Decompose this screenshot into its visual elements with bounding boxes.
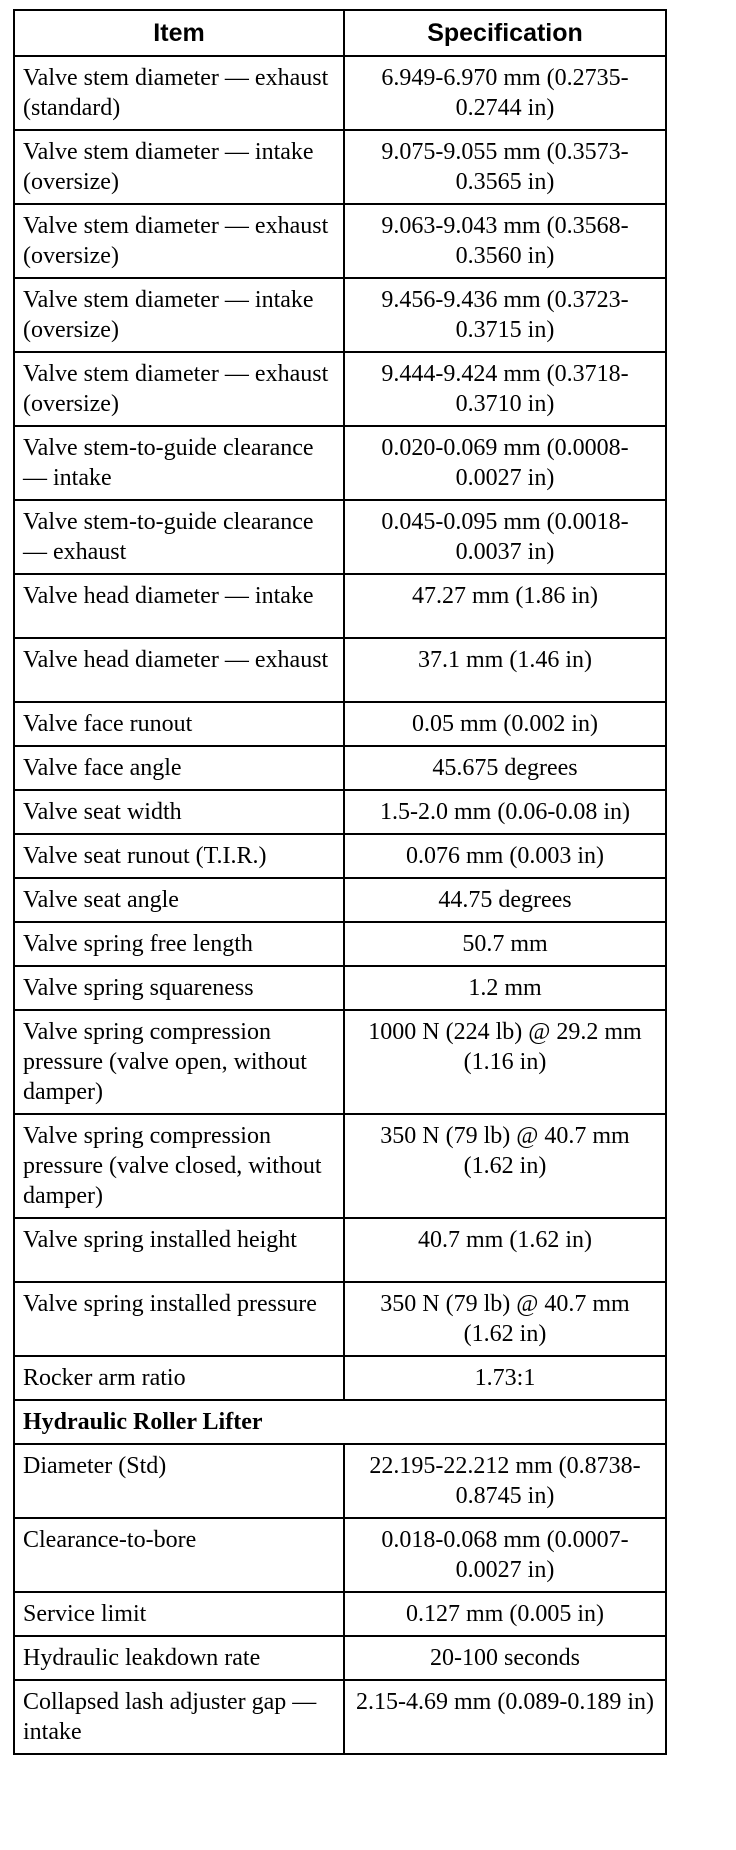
item-cell: Valve spring compression pressure (valve closed, without damper) (14, 1114, 344, 1218)
specification-cell: 0.018-0.068 mm (0.0007-0.0027 in) (344, 1518, 666, 1592)
item-cell: Valve spring installed height (14, 1218, 344, 1282)
item-cell: Valve seat width (14, 790, 344, 834)
section-title: Hydraulic Roller Lifter (14, 1400, 666, 1444)
item-cell: Service limit (14, 1592, 344, 1636)
specification-cell: 37.1 mm (1.46 in) (344, 638, 666, 702)
specification-cell: 2.15-4.69 mm (0.089-0.189 in) (344, 1680, 666, 1754)
item-cell: Valve stem-to-guide clearance — intake (14, 426, 344, 500)
table-row (14, 574, 666, 638)
table-row (14, 204, 666, 278)
item-cell: Valve seat runout (T.I.R.) (14, 834, 344, 878)
specification-cell: 20-100 seconds (344, 1636, 666, 1680)
item-cell: Collapsed lash adjuster gap — intake (14, 1680, 344, 1754)
table-row (14, 1010, 666, 1114)
table-row (14, 702, 666, 746)
item-cell: Valve spring free length (14, 922, 344, 966)
table-row (14, 1114, 666, 1218)
item-cell: Valve stem diameter — exhaust (standard) (14, 56, 344, 130)
item-cell: Valve stem diameter — exhaust (oversize) (14, 204, 344, 278)
item-cell: Valve spring compression pressure (valve open, without damper) (14, 1010, 344, 1114)
item-cell: Valve seat angle (14, 878, 344, 922)
table-row (14, 352, 666, 426)
section-header (14, 1400, 666, 1444)
table-row (14, 746, 666, 790)
specification-cell: 6.949-6.970 mm (0.2735-0.2744 in) (344, 56, 666, 130)
table-row (14, 1218, 666, 1282)
specification-cell: 0.05 mm (0.002 in) (344, 702, 666, 746)
item-cell: Valve spring squareness (14, 966, 344, 1010)
table-row (14, 834, 666, 878)
specification-cell: 44.75 degrees (344, 878, 666, 922)
specification-cell: 9.075-9.055 mm (0.3573-0.3565 in) (344, 130, 666, 204)
table-row (14, 1592, 666, 1636)
item-cell: Valve spring installed pressure (14, 1282, 344, 1356)
table-row (14, 790, 666, 834)
item-cell: Valve head diameter — exhaust (14, 638, 344, 702)
item-cell: Valve head diameter — intake (14, 574, 344, 638)
table-row (14, 130, 666, 204)
table-row (14, 56, 666, 130)
specification-cell: 45.675 degrees (344, 746, 666, 790)
item-cell: Valve face angle (14, 746, 344, 790)
specification-cell: 350 N (79 lb) @ 40.7 mm (1.62 in) (344, 1282, 666, 1356)
table-row (14, 966, 666, 1010)
specification-cell: 350 N (79 lb) @ 40.7 mm (1.62 in) (344, 1114, 666, 1218)
item-cell: Diameter (Std) (14, 1444, 344, 1518)
column-header-specification: Specification (344, 10, 666, 56)
item-cell: Valve face runout (14, 702, 344, 746)
table-row (14, 1282, 666, 1356)
table-row (14, 1444, 666, 1518)
specification-cell: 1.5-2.0 mm (0.06-0.08 in) (344, 790, 666, 834)
table-row (14, 500, 666, 574)
item-cell: Valve stem diameter — intake (oversize) (14, 278, 344, 352)
specification-cell: 1.2 mm (344, 966, 666, 1010)
header-row (14, 10, 666, 56)
specification-cell: 22.195-22.212 mm (0.8738-0.8745 in) (344, 1444, 666, 1518)
section-row (14, 1400, 666, 1444)
item-cell: Valve stem diameter — exhaust (oversize) (14, 352, 344, 426)
spec-table (13, 9, 667, 1755)
specification-cell: 40.7 mm (1.62 in) (344, 1218, 666, 1282)
table-row (14, 1680, 666, 1754)
specification-cell: 0.020-0.069 mm (0.0008-0.0027 in) (344, 426, 666, 500)
specification-cell: 0.076 mm (0.003 in) (344, 834, 666, 878)
specification-cell: 9.444-9.424 mm (0.3718-0.3710 in) (344, 352, 666, 426)
specification-cell: 0.045-0.095 mm (0.0018-0.0037 in) (344, 500, 666, 574)
spec-table-body (14, 56, 666, 1400)
table-row (14, 1356, 666, 1400)
table-row (14, 278, 666, 352)
table-row (14, 1518, 666, 1592)
specification-cell: 50.7 mm (344, 922, 666, 966)
item-cell: Valve stem-to-guide clearance — exhaust (14, 500, 344, 574)
specification-cell: 47.27 mm (1.86 in) (344, 574, 666, 638)
table-row (14, 1636, 666, 1680)
item-cell: Valve stem diameter — intake (oversize) (14, 130, 344, 204)
section-table-body (14, 1444, 666, 1754)
item-cell: Rocker arm ratio (14, 1356, 344, 1400)
item-cell: Clearance-to-bore (14, 1518, 344, 1592)
specification-cell: 1000 N (224 lb) @ 29.2 mm (1.16 in) (344, 1010, 666, 1114)
table-row (14, 426, 666, 500)
item-cell: Hydraulic leakdown rate (14, 1636, 344, 1680)
specification-cell: 1.73:1 (344, 1356, 666, 1400)
table-row (14, 878, 666, 922)
specification-cell: 9.456-9.436 mm (0.3723-0.3715 in) (344, 278, 666, 352)
column-header-item: Item (14, 10, 344, 56)
specification-cell: 9.063-9.043 mm (0.3568-0.3560 in) (344, 204, 666, 278)
specification-cell: 0.127 mm (0.005 in) (344, 1592, 666, 1636)
table-row (14, 922, 666, 966)
table-row (14, 638, 666, 702)
